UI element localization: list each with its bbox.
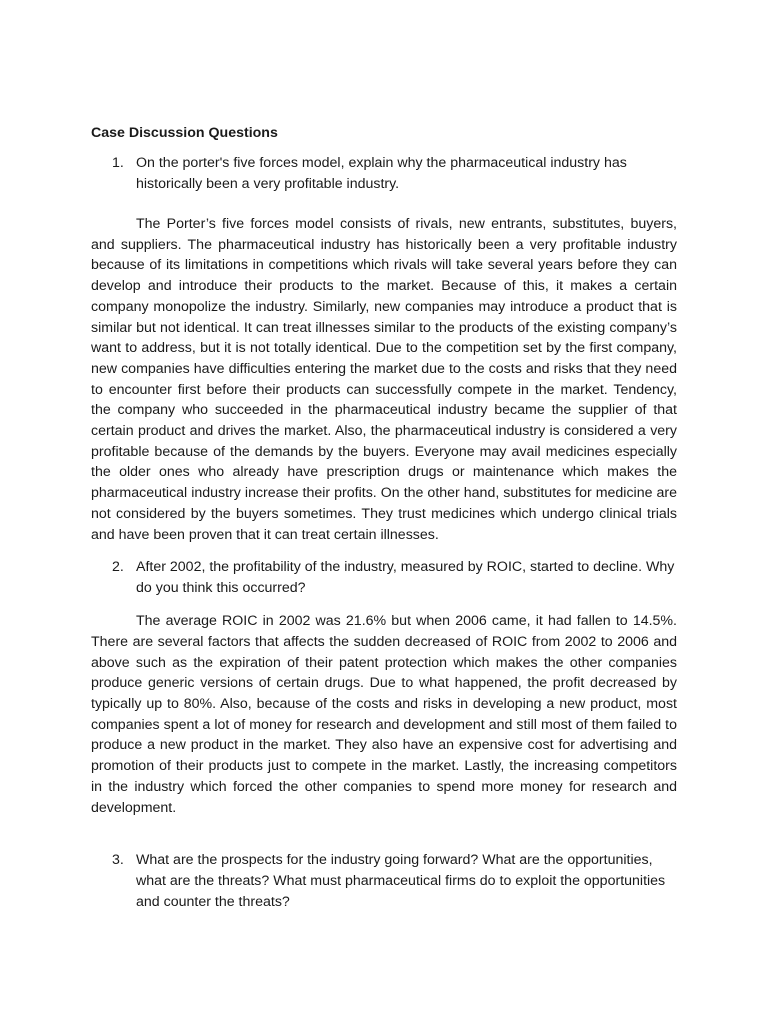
question-3 bbox=[91, 850, 677, 913]
answer-2: The average ROIC in 2002 was 21.6% but when 2006 came, it had fallen to 14.5%. There are several factors that affects the sudden decreased of ROIC from 2002 to 2006 and above such as the expiration of their patent protection which makes the other companies produce generic versions of certain drugs. Due to what happened, the profit decreased by typically up to 80%. Also, because of the costs and risks in developing a new product, most companies spent a lot of money for research and development and still most of them failed to produce a new product in the market. They also have an expensive cost for advertising and promotion of their products just to compete in the market. Lastly, the increasing competitors in the industry which forced the other companies to spend more money for research and development. bbox=[91, 613, 677, 816]
question-1-number: 1. bbox=[112, 155, 124, 171]
question-2-text: After 2002, the profitability of the industry, measured by ROIC, started to decline. Why do you think this occurred? bbox=[136, 559, 675, 597]
question-3-number: 3. bbox=[112, 852, 124, 869]
question-2 bbox=[91, 557, 677, 599]
question-1-text: On the porter's five forces model, explain why the pharmaceutical industry has historically been a very profitable industry. bbox=[136, 155, 627, 192]
document-page bbox=[91, 123, 677, 913]
answer-1: The Porter’s five forces model consists of rivals, new entrants, substitutes, buyers, and suppliers. The pharmaceutical industry has historically been a very profitable industry because of its limitations in competitions which rivals will take several years before they can develop and introduce their products to the market. Because of this, it makes a certain company monopolize the industry. Similarly, new companies may introduce a product that is similar but not identical. It can treat illnesses similar to the products of the existing company’s want to address, but it is not totally identical. Due to the competition set by the first company, new companies have difficulties entering the market due to the costs and risks that they need to encounter first before their products can successfully compete in the market. Tendency, the company who succeeded in the pharmaceutical industry became the supplier of that certain product and drives the market. Also, the pharmaceutical industry is considered a very profitable because of the demands by the buyers. Everyone may avail medicines especially the older ones who already have prescription drugs or maintenance which makes the pharmaceutical industry increase their profits. On the other hand, substitutes for medicine are not considered by the buyers sometimes. They trust medicines which undergo clinical trials and have been proven that it can treat certain illnesses. bbox=[91, 216, 677, 543]
question-2-number: 2. bbox=[112, 559, 124, 576]
question-3-text: What are the prospects for the industry going forward? What are the opportunities, what are the threats? What must pharmaceutical firms do to exploit the opportunities and counter the threats? bbox=[136, 852, 666, 911]
question-1 bbox=[91, 153, 677, 195]
document-heading: Case Discussion Questions bbox=[91, 125, 278, 141]
